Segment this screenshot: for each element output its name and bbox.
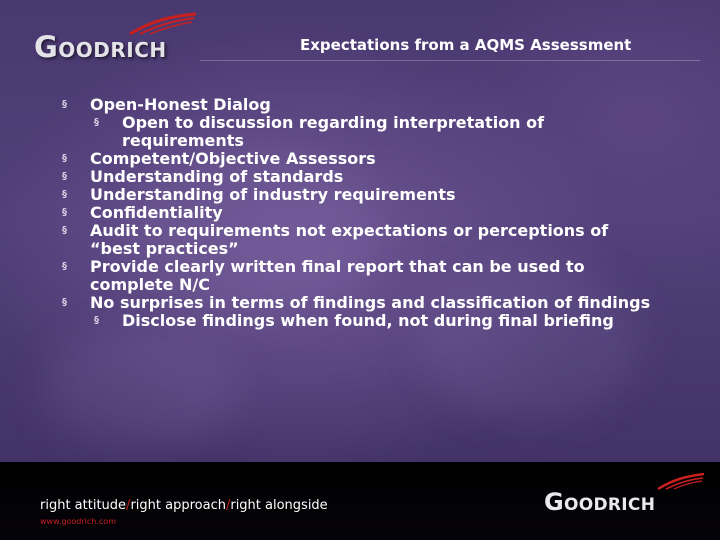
slide-title: Expectations from a AQMS Assessment: [300, 36, 632, 54]
bullet-marker-icon: §: [62, 153, 67, 164]
tagline-separator: /: [126, 498, 131, 513]
bullet-item: [62, 222, 662, 258]
bullet-list: [62, 96, 662, 330]
bullet-text: No surprises in terms of findings and classification of findings: [90, 293, 651, 312]
bullet-marker-icon: §: [62, 261, 67, 272]
bullet-marker-icon: §: [62, 189, 67, 200]
sub-bullet-item: [62, 114, 662, 150]
bullet-text: Open to discussion regarding interpretation of requirements: [122, 113, 545, 150]
goodrich-logo-top: Goodrich: [34, 30, 167, 64]
header-divider: [200, 60, 700, 61]
goodrich-logo-bottom: Goodrich: [544, 488, 656, 516]
bullet-text: Provide clearly written final report that can be used to complete N/C: [90, 257, 585, 294]
bullet-marker-icon: §: [62, 225, 67, 236]
bullet-text: Understanding of industry requirements: [90, 185, 456, 204]
bullet-item: [62, 186, 662, 204]
bullet-marker-icon: §: [94, 315, 99, 326]
bullet-marker-icon: §: [62, 207, 67, 218]
logo-swoosh-icon: [128, 12, 198, 36]
tagline-part: right approach: [130, 498, 226, 513]
bullet-text: Open-Honest Dialog: [90, 95, 271, 114]
bullet-item: [62, 204, 662, 222]
bullet-marker-icon: §: [94, 117, 99, 128]
bullet-text: Confidentiality: [90, 203, 223, 222]
tagline-part: right attitude: [40, 498, 127, 513]
bullet-item: [62, 258, 662, 294]
tagline-part: right alongside: [230, 498, 328, 513]
bullet-item: [62, 96, 662, 114]
bullet-marker-icon: §: [62, 297, 67, 308]
bullet-item: [62, 168, 662, 186]
bullet-text: Audit to requirements not expectations or perceptions of “best practices”: [90, 221, 609, 258]
logo-swoosh-icon: [656, 473, 706, 491]
bullet-item: [62, 294, 662, 312]
bullet-item: [62, 150, 662, 168]
bullet-marker-icon: §: [62, 99, 67, 110]
bullet-text: Competent/Objective Assessors: [90, 149, 376, 168]
website-link[interactable]: www.goodrich.com: [40, 517, 116, 526]
bullet-text: Disclose findings when found, not during final briefing: [122, 311, 614, 330]
bullet-text: Understanding of standards: [90, 167, 344, 186]
sub-bullet-item: [62, 312, 662, 330]
tagline-separator: /: [225, 498, 231, 513]
footer-tagline: [40, 498, 328, 513]
background-texture: [40, 330, 240, 450]
bullet-marker-icon: §: [62, 171, 67, 182]
